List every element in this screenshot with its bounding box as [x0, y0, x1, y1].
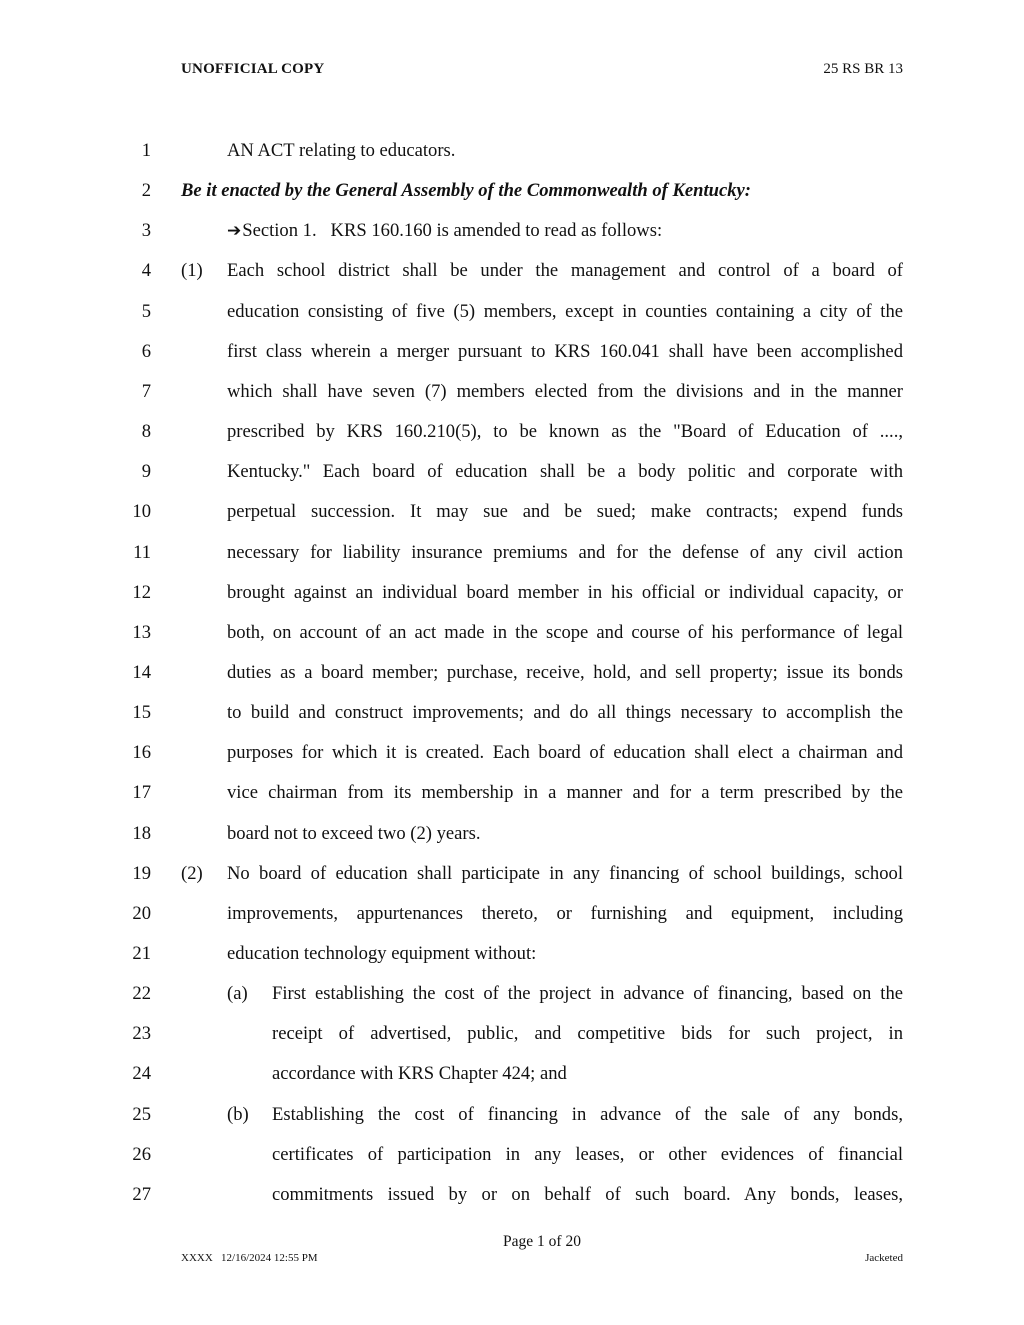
line-text-content: Each school district shall be under the management and control of a board of	[227, 260, 903, 282]
line-text-content: duties as a board member; purchase, receive, hold, and sell property; issue its bonds	[227, 661, 903, 683]
document-line	[0, 139, 1024, 163]
line-number: 12	[132, 581, 151, 603]
line-text	[227, 822, 903, 846]
line-number: 2	[141, 180, 151, 202]
line-text	[227, 942, 903, 966]
line-text	[227, 420, 903, 444]
document-line	[0, 862, 1024, 886]
document-line	[0, 902, 1024, 926]
document-line	[0, 541, 1024, 565]
document-line	[0, 259, 1024, 283]
line-number: 22	[132, 983, 151, 1005]
line-text-content: AN ACT relating to educators.	[227, 140, 456, 161]
line-text	[227, 500, 903, 524]
document-line	[0, 420, 1024, 444]
line-number: 10	[132, 501, 151, 523]
line-text	[227, 661, 903, 685]
line-number: 23	[132, 1023, 151, 1045]
document-line	[0, 822, 1024, 846]
line-number: 16	[132, 742, 151, 764]
line-text	[272, 1103, 903, 1127]
line-text	[227, 460, 903, 484]
line-text	[227, 380, 903, 404]
line-text-content: vice chairman from its membership in a manner and for a term prescribed by the	[227, 782, 903, 804]
line-text	[227, 581, 903, 605]
line-number: 8	[141, 421, 151, 443]
line-text-content: receipt of advertised, public, and competitive bids for such project, in	[272, 1023, 903, 1045]
document-line	[0, 219, 1024, 243]
line-text-content: commitments issued by or on behalf of such board. Any bonds, leases,	[272, 1183, 903, 1205]
line-text	[227, 621, 903, 645]
line-text-content: brought against an individual board member in his official or individual capacity, or	[227, 581, 903, 603]
line-text-content: to build and construct improvements; and do all things necessary to accomplish the	[227, 702, 903, 724]
line-number: 1	[141, 140, 151, 161]
document-line	[0, 500, 1024, 524]
line-text	[227, 701, 903, 725]
line-text	[227, 741, 903, 765]
line-number: 17	[132, 782, 151, 804]
line-text-content: accordance with KRS Chapter 424; and	[272, 1063, 567, 1085]
subsection-label: (2)	[181, 862, 203, 884]
line-text	[272, 1183, 903, 1207]
line-text-content: purposes for which it is created. Each board of education shall elect a chairman and	[227, 742, 903, 764]
document-line	[0, 741, 1024, 765]
line-text	[272, 1062, 903, 1086]
footer-timestamp: XXXX 12/16/2024 12:55 PM	[181, 1252, 318, 1264]
line-number: 18	[132, 822, 151, 844]
line-text	[227, 139, 903, 163]
line-number: 19	[132, 862, 151, 884]
line-number: 15	[132, 702, 151, 724]
document-line	[0, 380, 1024, 404]
line-number: 7	[141, 380, 151, 402]
line-text-content: Section 1. KRS 160.160 is amended to read as follows:	[242, 220, 663, 242]
line-text	[272, 1143, 903, 1167]
document-line	[0, 1103, 1024, 1127]
line-text-content: both, on account of an act made in the scope and course of his performance of legal	[227, 621, 903, 643]
line-number: 24	[132, 1063, 151, 1085]
section-arrow-icon: ➔	[227, 221, 242, 242]
line-text	[272, 1022, 903, 1046]
line-text	[227, 340, 903, 364]
document-line	[0, 1062, 1024, 1086]
page-number: Page 1 of 20	[503, 1233, 581, 1250]
line-text-content: necessary for liability insurance premiums and for the defense of any civil action	[227, 541, 903, 563]
line-text-content: certificates of participation in any leases, or other evidences of financial	[272, 1143, 903, 1165]
line-text	[227, 541, 903, 565]
document-line	[0, 982, 1024, 1006]
subsection-label: (a)	[227, 983, 248, 1005]
line-number: 27	[132, 1183, 151, 1205]
line-text-content: First establishing the cost of the project in advance of financing, based on the	[272, 983, 903, 1005]
document-line	[0, 581, 1024, 605]
line-text	[272, 982, 903, 1006]
line-text	[227, 781, 903, 805]
line-text-content: board not to exceed two (2) years.	[227, 822, 481, 844]
footer-status: Jacketed	[865, 1252, 903, 1264]
subsection-label: (b)	[227, 1103, 249, 1125]
line-number: 13	[132, 621, 151, 643]
line-text	[227, 902, 903, 926]
line-text-content: Kentucky." Each board of education shall be a body politic and corporate with	[227, 461, 903, 483]
line-text-content: No board of education shall participate in any financing of school buildings, school	[227, 862, 903, 884]
document-line	[0, 661, 1024, 685]
line-text-content: first class wherein a merger pursuant to KRS 160.041 shall have been accomplished	[227, 340, 903, 362]
line-number: 11	[133, 541, 151, 563]
line-number: 25	[132, 1103, 151, 1125]
line-number: 21	[132, 943, 151, 964]
document-line	[0, 621, 1024, 645]
enacting-clause	[181, 179, 903, 203]
line-text-content: Be it enacted by the General Assembly of the Commonwealth of Kentucky:	[181, 180, 751, 202]
line-text-content: prescribed by KRS 160.210(5), to be known as the "Board of Education of ....,	[227, 421, 903, 443]
line-text-content: Establishing the cost of financing in advance of the sale of any bonds,	[272, 1103, 903, 1125]
line-number: 4	[141, 260, 151, 282]
document-line	[0, 942, 1024, 966]
line-number: 9	[141, 461, 151, 483]
line-number: 14	[132, 661, 151, 683]
line-text	[227, 219, 903, 243]
document-line	[0, 340, 1024, 364]
line-text-content: perpetual succession. It may sue and be sued; make contracts; expend funds	[227, 501, 903, 523]
header-title: UNOFFICIAL COPY	[181, 61, 325, 77]
line-text-content: which shall have seven (7) members elected from the divisions and in the manner	[227, 380, 903, 402]
line-text-content: education technology equipment without:	[227, 943, 537, 964]
line-text	[227, 300, 903, 324]
document-line	[0, 1143, 1024, 1167]
document-line	[0, 701, 1024, 725]
line-number: 5	[141, 300, 151, 322]
document-line	[0, 179, 1024, 203]
subsection-label: (1)	[181, 260, 203, 282]
document-line	[0, 1183, 1024, 1207]
document-line	[0, 1022, 1024, 1046]
line-number: 6	[141, 340, 151, 362]
line-number: 3	[141, 220, 151, 242]
line-number: 20	[132, 902, 151, 924]
line-text	[227, 862, 903, 886]
document-line	[0, 460, 1024, 484]
line-text	[227, 259, 903, 283]
header-bill-number: 25 RS BR 13	[823, 61, 903, 77]
line-text-content: improvements, appurtenances thereto, or furnishing and equipment, including	[227, 902, 903, 924]
document-line	[0, 781, 1024, 805]
line-text-content: education consisting of five (5) members, except in counties containing a city of the	[227, 300, 903, 322]
line-number: 26	[132, 1143, 151, 1165]
document-line	[0, 300, 1024, 324]
